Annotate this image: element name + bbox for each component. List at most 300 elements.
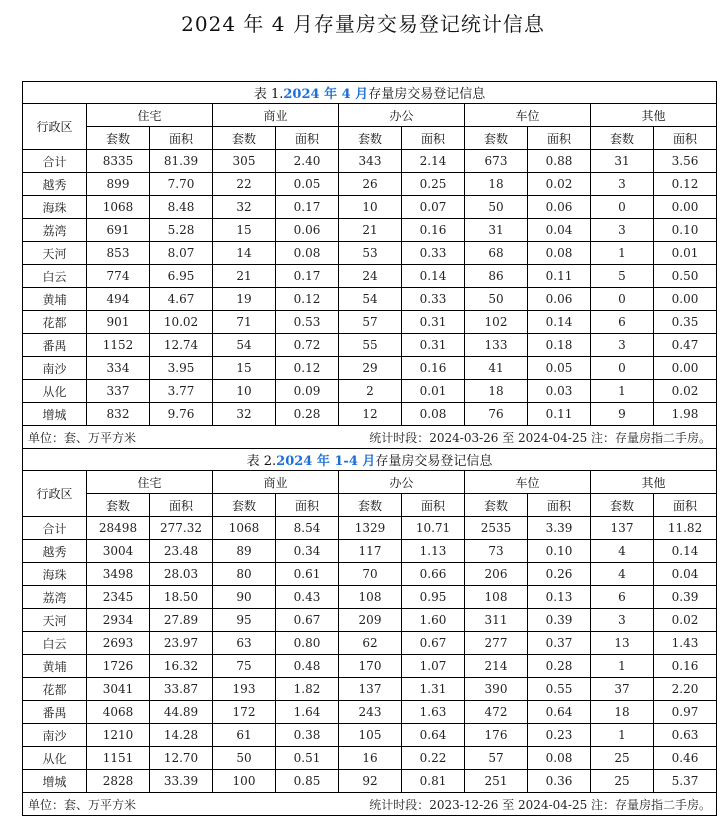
value-cell: 2.20	[654, 678, 717, 701]
value-cell: 9.76	[150, 403, 213, 426]
value-cell: 54	[339, 288, 402, 311]
value-cell: 92	[339, 770, 402, 793]
value-cell: 1068	[87, 196, 150, 219]
value-cell: 33.39	[150, 770, 213, 793]
value-cell: 0.23	[528, 724, 591, 747]
value-cell: 0.12	[654, 173, 717, 196]
page-title: 2024 年 4 月存量房交易登记统计信息	[181, 12, 545, 36]
header-row-sub	[23, 494, 717, 517]
district-cell: 荔湾	[23, 219, 87, 242]
value-cell: 4	[591, 563, 654, 586]
value-cell: 9	[591, 403, 654, 426]
value-cell: 0.00	[654, 288, 717, 311]
value-cell: 22	[213, 173, 276, 196]
value-cell: 21	[339, 219, 402, 242]
value-cell: 24	[339, 265, 402, 288]
col-group-commercial: 商业	[213, 104, 339, 127]
value-cell: 16.32	[150, 655, 213, 678]
value-cell: 54	[213, 334, 276, 357]
value-cell: 0	[591, 357, 654, 380]
value-cell: 10	[339, 196, 402, 219]
value-cell: 0.67	[276, 609, 339, 632]
col-sub-count: 套数	[87, 127, 150, 150]
value-cell: 209	[339, 609, 402, 632]
value-cell: 0.17	[276, 196, 339, 219]
col-sub-area: 面积	[528, 494, 591, 517]
table-row	[23, 678, 717, 701]
value-cell: 0.43	[276, 586, 339, 609]
district-cell: 天河	[23, 242, 87, 265]
table-row	[23, 403, 717, 426]
value-cell: 32	[213, 196, 276, 219]
value-cell: 0.39	[528, 609, 591, 632]
value-cell: 0.12	[276, 288, 339, 311]
value-cell: 0.11	[528, 265, 591, 288]
table-footer-row	[23, 793, 717, 816]
value-cell: 57	[339, 311, 402, 334]
tables-container	[22, 81, 717, 816]
district-cell: 南沙	[23, 724, 87, 747]
col-group-other: 其他	[591, 471, 717, 494]
value-cell: 1210	[87, 724, 150, 747]
value-cell: 3	[591, 609, 654, 632]
value-cell: 853	[87, 242, 150, 265]
district-cell: 从化	[23, 747, 87, 770]
value-cell: 0.08	[402, 403, 465, 426]
value-cell: 1.98	[654, 403, 717, 426]
value-cell: 0.53	[276, 311, 339, 334]
value-cell: 214	[465, 655, 528, 678]
value-cell: 73	[465, 540, 528, 563]
value-cell: 0.28	[528, 655, 591, 678]
value-cell: 1151	[87, 747, 150, 770]
table-row	[23, 357, 717, 380]
value-cell: 12.70	[150, 747, 213, 770]
value-cell: 277	[465, 632, 528, 655]
table-row	[23, 563, 717, 586]
value-cell: 18	[591, 701, 654, 724]
value-cell: 0.22	[402, 747, 465, 770]
value-cell: 55	[339, 334, 402, 357]
value-cell: 28498	[87, 517, 150, 540]
value-cell: 673	[465, 150, 528, 173]
value-cell: 12.74	[150, 334, 213, 357]
value-cell: 0.25	[402, 173, 465, 196]
table-row	[23, 288, 717, 311]
value-cell: 23.48	[150, 540, 213, 563]
value-cell: 2934	[87, 609, 150, 632]
value-cell: 14	[213, 242, 276, 265]
district-cell: 花都	[23, 311, 87, 334]
table-row	[23, 196, 717, 219]
district-cell: 番禺	[23, 334, 87, 357]
value-cell: 53	[339, 242, 402, 265]
unit-note: 单位：套、万平方米	[28, 797, 137, 812]
value-cell: 206	[465, 563, 528, 586]
value-cell: 8.07	[150, 242, 213, 265]
col-group-residential: 住宅	[87, 104, 213, 127]
col-sub-count: 套数	[465, 127, 528, 150]
district-cell: 海珠	[23, 563, 87, 586]
district-cell: 番禺	[23, 701, 87, 724]
table-footer-row	[23, 426, 717, 449]
value-cell: 10	[213, 380, 276, 403]
col-group-other: 其他	[591, 104, 717, 127]
value-cell: 57	[465, 747, 528, 770]
value-cell: 44.89	[150, 701, 213, 724]
value-cell: 0.08	[528, 747, 591, 770]
value-cell: 334	[87, 357, 150, 380]
value-cell: 50	[465, 196, 528, 219]
value-cell: 0.64	[528, 701, 591, 724]
value-cell: 337	[87, 380, 150, 403]
value-cell: 0.14	[402, 265, 465, 288]
value-cell: 1329	[339, 517, 402, 540]
table-title-period: 2024 年 4 月	[283, 87, 369, 102]
table-row	[23, 586, 717, 609]
unit-note: 单位：套、万平方米	[28, 430, 137, 445]
value-cell: 4	[591, 540, 654, 563]
district-cell: 黄埔	[23, 288, 87, 311]
value-cell: 0.64	[402, 724, 465, 747]
value-cell: 0	[591, 196, 654, 219]
value-cell: 832	[87, 403, 150, 426]
value-cell: 5.28	[150, 219, 213, 242]
value-cell: 3498	[87, 563, 150, 586]
value-cell: 4068	[87, 701, 150, 724]
district-cell: 合计	[23, 517, 87, 540]
value-cell: 1	[591, 655, 654, 678]
value-cell: 0.34	[276, 540, 339, 563]
value-cell: 0	[591, 288, 654, 311]
value-cell: 32	[213, 403, 276, 426]
district-cell: 黄埔	[23, 655, 87, 678]
value-cell: 0.06	[528, 196, 591, 219]
value-cell: 176	[465, 724, 528, 747]
value-cell: 3.95	[150, 357, 213, 380]
table-footer	[23, 429, 716, 446]
value-cell: 0.14	[654, 540, 717, 563]
col-group-office: 办公	[339, 104, 465, 127]
value-cell: 86	[465, 265, 528, 288]
value-cell: 0.02	[654, 609, 717, 632]
value-cell: 5	[591, 265, 654, 288]
value-cell: 15	[213, 219, 276, 242]
value-cell: 1068	[213, 517, 276, 540]
value-cell: 0.11	[528, 403, 591, 426]
district-cell: 合计	[23, 150, 87, 173]
value-cell: 0.66	[402, 563, 465, 586]
value-cell: 62	[339, 632, 402, 655]
value-cell: 0.37	[528, 632, 591, 655]
value-cell: 28.03	[150, 563, 213, 586]
value-cell: 0.47	[654, 334, 717, 357]
col-sub-area: 面积	[528, 127, 591, 150]
district-cell: 白云	[23, 265, 87, 288]
value-cell: 14.28	[150, 724, 213, 747]
value-cell: 0.16	[402, 219, 465, 242]
value-cell: 311	[465, 609, 528, 632]
table-title	[23, 82, 717, 104]
value-cell: 0.06	[276, 219, 339, 242]
district-cell: 天河	[23, 609, 87, 632]
value-cell: 3.77	[150, 380, 213, 403]
value-cell: 61	[213, 724, 276, 747]
value-cell: 1.82	[276, 678, 339, 701]
value-cell: 27.89	[150, 609, 213, 632]
value-cell: 0.50	[654, 265, 717, 288]
value-cell: 2693	[87, 632, 150, 655]
table-title	[23, 449, 717, 471]
value-cell: 691	[87, 219, 150, 242]
value-cell: 0.33	[402, 242, 465, 265]
value-cell: 2828	[87, 770, 150, 793]
col-sub-count: 套数	[591, 127, 654, 150]
value-cell: 494	[87, 288, 150, 311]
value-cell: 0.31	[402, 311, 465, 334]
value-cell: 0.16	[402, 357, 465, 380]
col-sub-area: 面积	[150, 127, 213, 150]
district-cell: 越秀	[23, 173, 87, 196]
value-cell: 1.60	[402, 609, 465, 632]
value-cell: 1	[591, 242, 654, 265]
district-cell: 增城	[23, 770, 87, 793]
value-cell: 29	[339, 357, 402, 380]
value-cell: 277.32	[150, 517, 213, 540]
value-cell: 23.97	[150, 632, 213, 655]
value-cell: 1152	[87, 334, 150, 357]
value-cell: 8.48	[150, 196, 213, 219]
value-cell: 4.67	[150, 288, 213, 311]
value-cell: 6	[591, 586, 654, 609]
value-cell: 0.07	[402, 196, 465, 219]
value-cell: 0.39	[654, 586, 717, 609]
value-cell: 95	[213, 609, 276, 632]
value-cell: 0.17	[276, 265, 339, 288]
value-cell: 31	[591, 150, 654, 173]
value-cell: 33.87	[150, 678, 213, 701]
value-cell: 3041	[87, 678, 150, 701]
col-header-district: 行政区	[23, 471, 87, 517]
value-cell: 0.18	[528, 334, 591, 357]
value-cell: 0.01	[402, 380, 465, 403]
value-cell: 50	[465, 288, 528, 311]
district-cell: 从化	[23, 380, 87, 403]
district-cell: 南沙	[23, 357, 87, 380]
value-cell: 8335	[87, 150, 150, 173]
value-cell: 899	[87, 173, 150, 196]
header-row-sub	[23, 127, 717, 150]
value-cell: 243	[339, 701, 402, 724]
value-cell: 0.88	[528, 150, 591, 173]
value-cell: 18.50	[150, 586, 213, 609]
table-row	[23, 242, 717, 265]
value-cell: 0.04	[528, 219, 591, 242]
value-cell: 170	[339, 655, 402, 678]
value-cell: 0.05	[528, 357, 591, 380]
period-note: 统计时段：2024-03-26 至 2024-04-25 注：存量房指二手房。	[369, 430, 712, 445]
col-sub-area: 面积	[654, 127, 717, 150]
value-cell: 19	[213, 288, 276, 311]
value-cell: 0.08	[528, 242, 591, 265]
value-cell: 10.71	[402, 517, 465, 540]
value-cell: 76	[465, 403, 528, 426]
value-cell: 0.72	[276, 334, 339, 357]
value-cell: 3004	[87, 540, 150, 563]
value-cell: 0.00	[654, 196, 717, 219]
value-cell: 1726	[87, 655, 150, 678]
table-april	[22, 81, 717, 449]
value-cell: 0.81	[402, 770, 465, 793]
value-cell: 0.80	[276, 632, 339, 655]
value-cell: 0.97	[654, 701, 717, 724]
table-title-row	[23, 449, 717, 471]
value-cell: 89	[213, 540, 276, 563]
district-cell: 花都	[23, 678, 87, 701]
value-cell: 0.02	[654, 380, 717, 403]
value-cell: 90	[213, 586, 276, 609]
value-cell: 0.10	[654, 219, 717, 242]
col-group-parking: 车位	[465, 471, 591, 494]
value-cell: 1	[591, 380, 654, 403]
col-group-office: 办公	[339, 471, 465, 494]
value-cell: 1.64	[276, 701, 339, 724]
value-cell: 25	[591, 747, 654, 770]
table-row	[23, 173, 717, 196]
value-cell: 0.31	[402, 334, 465, 357]
table-row	[23, 747, 717, 770]
value-cell: 0.26	[528, 563, 591, 586]
value-cell: 100	[213, 770, 276, 793]
value-cell: 0.06	[528, 288, 591, 311]
value-cell: 105	[339, 724, 402, 747]
col-sub-count: 套数	[213, 127, 276, 150]
value-cell: 0.09	[276, 380, 339, 403]
value-cell: 41	[465, 357, 528, 380]
value-cell: 25	[591, 770, 654, 793]
value-cell: 70	[339, 563, 402, 586]
col-group-commercial: 商业	[213, 471, 339, 494]
value-cell: 0.13	[528, 586, 591, 609]
value-cell: 2.14	[402, 150, 465, 173]
value-cell: 16	[339, 747, 402, 770]
value-cell: 2345	[87, 586, 150, 609]
value-cell: 0.00	[654, 357, 717, 380]
value-cell: 133	[465, 334, 528, 357]
col-sub-area: 面积	[276, 127, 339, 150]
value-cell: 0.05	[276, 173, 339, 196]
value-cell: 0.12	[276, 357, 339, 380]
value-cell: 0.16	[654, 655, 717, 678]
value-cell: 6	[591, 311, 654, 334]
col-sub-area: 面积	[402, 494, 465, 517]
district-cell: 荔湾	[23, 586, 87, 609]
value-cell: 0.33	[402, 288, 465, 311]
col-group-residential: 住宅	[87, 471, 213, 494]
value-cell: 137	[591, 517, 654, 540]
value-cell: 7.70	[150, 173, 213, 196]
value-cell: 1.63	[402, 701, 465, 724]
value-cell: 6.95	[150, 265, 213, 288]
value-cell: 1.13	[402, 540, 465, 563]
value-cell: 2535	[465, 517, 528, 540]
table-row	[23, 265, 717, 288]
value-cell: 0.67	[402, 632, 465, 655]
table-jan-apr	[22, 448, 717, 816]
value-cell: 108	[465, 586, 528, 609]
value-cell: 0.36	[528, 770, 591, 793]
value-cell: 3.39	[528, 517, 591, 540]
value-cell: 71	[213, 311, 276, 334]
district-cell: 海珠	[23, 196, 87, 219]
value-cell: 13	[591, 632, 654, 655]
table-row	[23, 311, 717, 334]
header-row-groups	[23, 471, 717, 494]
value-cell: 75	[213, 655, 276, 678]
district-cell: 越秀	[23, 540, 87, 563]
value-cell: 18	[465, 173, 528, 196]
value-cell: 11.82	[654, 517, 717, 540]
value-cell: 0.63	[654, 724, 717, 747]
value-cell: 305	[213, 150, 276, 173]
value-cell: 3	[591, 173, 654, 196]
value-cell: 0.85	[276, 770, 339, 793]
table-row	[23, 219, 717, 242]
table-title-row	[23, 82, 717, 104]
table-title-period: 2024 年 1-4 月	[276, 454, 376, 469]
value-cell: 172	[213, 701, 276, 724]
value-cell: 2	[339, 380, 402, 403]
value-cell: 10.02	[150, 311, 213, 334]
value-cell: 0.51	[276, 747, 339, 770]
value-cell: 81.39	[150, 150, 213, 173]
value-cell: 472	[465, 701, 528, 724]
value-cell: 0.04	[654, 563, 717, 586]
value-cell: 193	[213, 678, 276, 701]
value-cell: 0.55	[528, 678, 591, 701]
value-cell: 3	[591, 334, 654, 357]
value-cell: 390	[465, 678, 528, 701]
value-cell: 0.48	[276, 655, 339, 678]
col-sub-area: 面积	[150, 494, 213, 517]
value-cell: 18	[465, 380, 528, 403]
value-cell: 774	[87, 265, 150, 288]
value-cell: 137	[339, 678, 402, 701]
value-cell: 0.01	[654, 242, 717, 265]
col-sub-count: 套数	[339, 127, 402, 150]
table-row	[23, 632, 717, 655]
table-row	[23, 770, 717, 793]
value-cell: 31	[465, 219, 528, 242]
value-cell: 0.46	[654, 747, 717, 770]
value-cell: 0.38	[276, 724, 339, 747]
table-body	[23, 150, 717, 426]
header-row-groups	[23, 104, 717, 127]
value-cell: 0.08	[276, 242, 339, 265]
table-row	[23, 540, 717, 563]
col-sub-count: 套数	[339, 494, 402, 517]
table-row	[23, 380, 717, 403]
value-cell: 1.07	[402, 655, 465, 678]
col-header-district: 行政区	[23, 104, 87, 150]
value-cell: 0.10	[528, 540, 591, 563]
table-row	[23, 517, 717, 540]
value-cell: 68	[465, 242, 528, 265]
value-cell: 15	[213, 357, 276, 380]
value-cell: 50	[213, 747, 276, 770]
value-cell: 0.28	[276, 403, 339, 426]
col-sub-count: 套数	[213, 494, 276, 517]
